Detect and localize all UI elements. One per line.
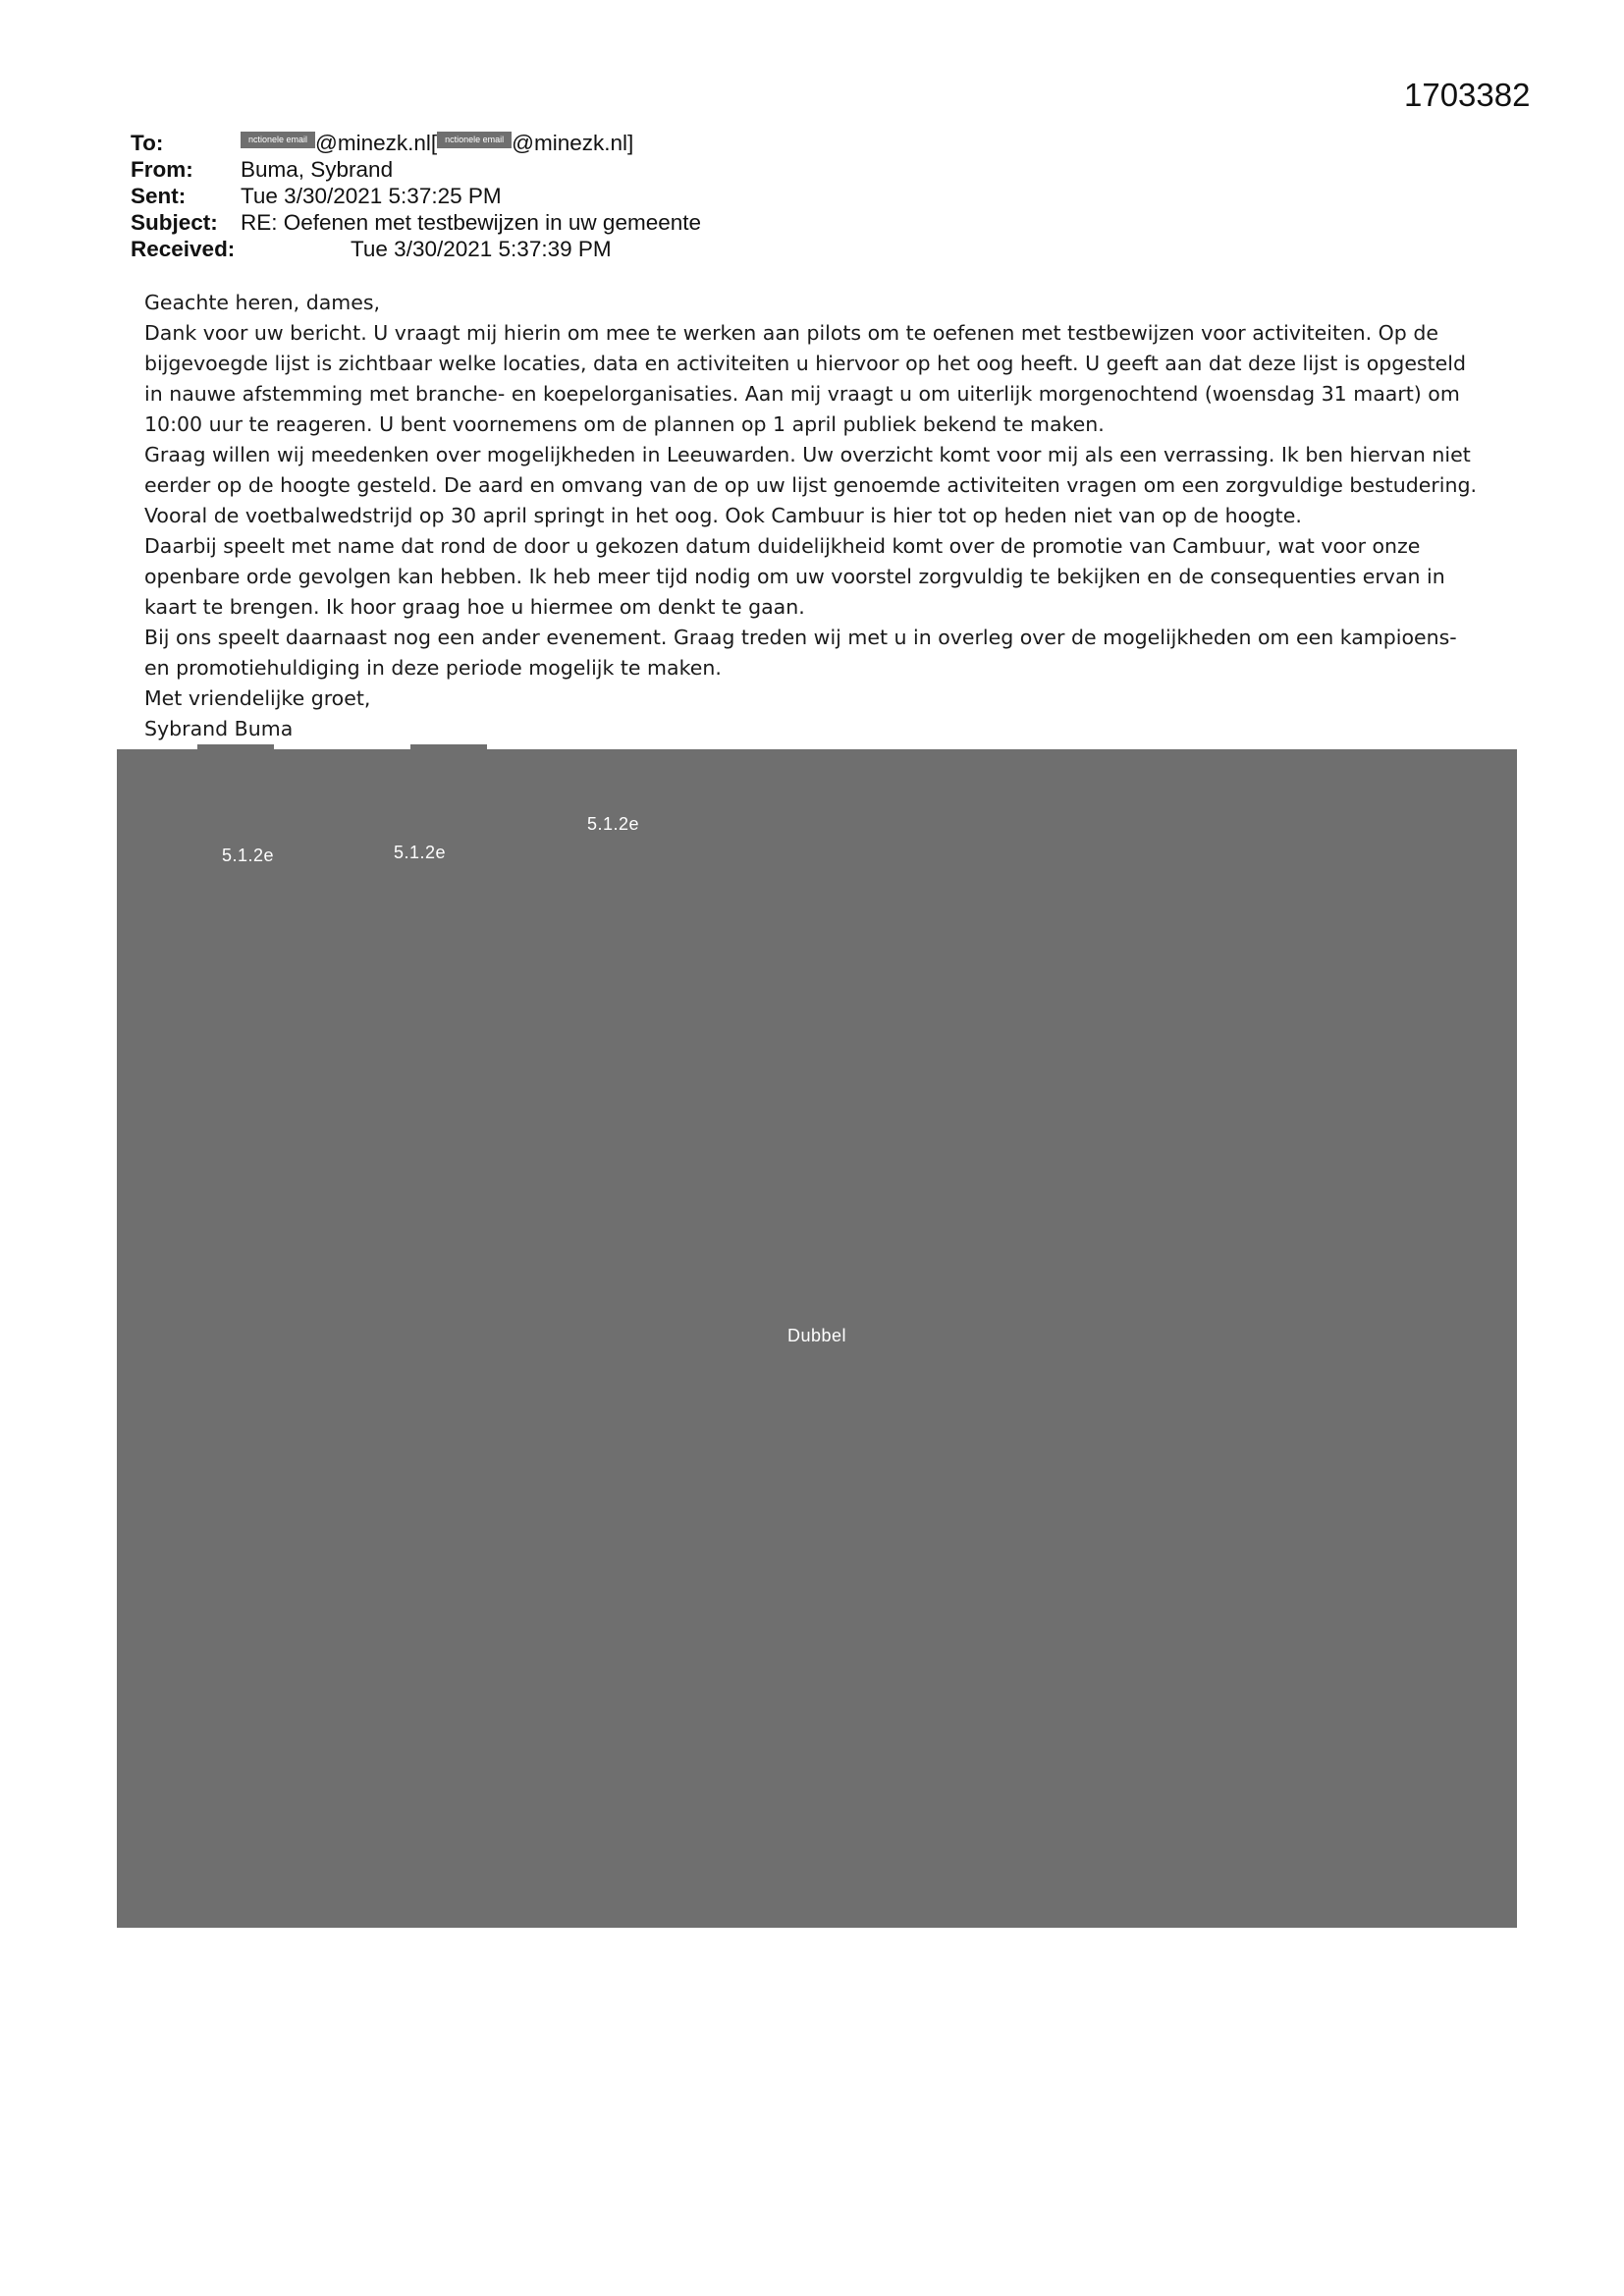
to-domain-1: @minezk.nl[	[315, 131, 438, 155]
redacted-email-1: nctionele email	[241, 132, 315, 148]
sent-label: Sent:	[131, 184, 187, 208]
body-line: openbare orde gevolgen kan hebben. Ik heb meer tijd nodig om uw voorstel zorgvuldig te bekijken en de consequenties ervan in	[144, 565, 1445, 588]
body-line: kaart te brengen. Ik hoor graag hoe u hiermee om denkt te gaan.	[144, 595, 805, 619]
body-line: Graag willen wij meedenken over mogelijkheden in Leeuwarden. Uw overzicht komt voor mij als een verrassing. Ik ben hiervan niet	[144, 443, 1471, 466]
to-value	[241, 130, 633, 156]
body-line: bijgevoegde lijst is zichtbaar welke locaties, data en activiteiten u hiervoor op het oog heeft. U geeft aan dat deze lijst is opgesteld	[144, 352, 1466, 375]
body-line: Dank voor uw bericht. U vraagt mij hierin om mee te werken aan pilots om te oefenen met testbewijzen voor activiteiten. Op de	[144, 321, 1438, 345]
sent-value: Tue 3/30/2021 5:37:25 PM	[241, 184, 502, 208]
from-value: Buma, Sybrand	[241, 157, 394, 182]
redacted-email-2: nctionele email	[437, 132, 512, 148]
received-label: Received:	[131, 237, 236, 261]
redaction-code: 5.1.2e	[222, 846, 275, 865]
subject-label: Subject:	[131, 210, 218, 235]
body-line: en promotiehuldiging in deze periode mogelijk te maken.	[144, 656, 722, 680]
received-value: Tue 3/30/2021 5:37:39 PM	[351, 237, 612, 261]
body-line: Met vriendelijke groet,	[144, 686, 371, 710]
signature: Sybrand Buma	[144, 717, 294, 740]
redaction-label: Dubbel	[787, 1326, 847, 1345]
body-line: Geachte heren, dames,	[144, 291, 381, 314]
redaction-code: 5.1.2e	[394, 843, 447, 862]
body-line: eerder op de hoogte gesteld. De aard en omvang van de op uw lijst genoemde activiteiten vragen om een zorgvuldige bestudering.	[144, 473, 1477, 497]
body-line: in nauwe afstemming met branche- en koepelorganisaties. Aan mij vraagt u om uiterlijk morgenochtend (woensdag 31 maart) om	[144, 382, 1460, 406]
email-body	[144, 288, 1499, 744]
redaction-block	[117, 749, 1517, 1928]
to-label: To:	[131, 131, 164, 155]
redaction-code: 5.1.2e	[587, 814, 640, 834]
subject-value: RE: Oefenen met testbewijzen in uw gemeente	[241, 210, 702, 235]
body-line: Vooral de voetbalwedstrijd op 30 april springt in het oog. Ook Cambuur is hier tot op heden niet van op de hoogte.	[144, 504, 1302, 527]
body-line: 10:00 uur te reageren. U bent voornemens om de plannen op 1 april publiek bekend te maken.	[144, 412, 1105, 436]
document-number: 1703382	[1404, 77, 1531, 113]
to-domain-2: @minezk.nl]	[512, 131, 634, 155]
from-label: From:	[131, 157, 193, 182]
body-line: Daarbij speelt met name dat rond de door u gekozen datum duidelijkheid komt over de promotie van Cambuur, wat voor onze	[144, 534, 1421, 558]
body-line: Bij ons speelt daarnaast nog een ander evenement. Graag treden wij met u in overleg over de mogelijkheden om een kampioens-	[144, 626, 1457, 649]
